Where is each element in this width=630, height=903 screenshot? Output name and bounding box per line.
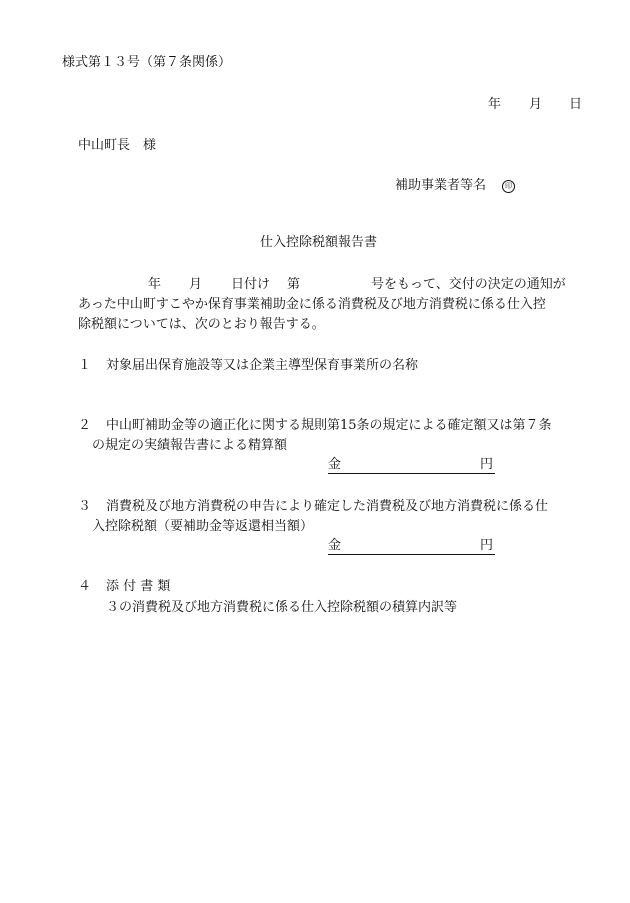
item-2-text-continued: の規定の実績報告書による精算額 bbox=[92, 438, 288, 453]
item-3-text: 消費税及び地方消費税の申告により確定した消費税及び地方消費税に係る仕 bbox=[106, 499, 549, 514]
seal-mark-icon: 印 bbox=[502, 180, 515, 193]
intro-month-label: 月 bbox=[189, 277, 203, 292]
item-3-amount-suffix: 円 bbox=[479, 538, 493, 553]
item-3-amount-prefix: 金 bbox=[328, 538, 342, 553]
applicant-line bbox=[395, 178, 515, 194]
item-4-attachment-description: ３の消費税及び地方消費税に係る仕入控除税額の積算内訳等 bbox=[106, 600, 458, 615]
item-2-number: ２ bbox=[78, 418, 92, 433]
item-2-text: 中山町補助金等の適正化に関する規則第15条の規定による確定額又は第７条 bbox=[106, 418, 552, 433]
date-year-label: 年 bbox=[488, 97, 502, 112]
item-3-amount-field bbox=[328, 538, 495, 555]
intro-line2: あった中山町すこやか保育事業補助金に係る消費税及び地方消費税に係る仕入控 bbox=[78, 297, 546, 312]
item-2-amount-prefix: 金 bbox=[328, 457, 342, 472]
item-3-text-continued: 入控除税額（要補助金等返還相当額） bbox=[92, 519, 314, 534]
intro-line3: 除税額については、次のとおり報告する。 bbox=[78, 317, 325, 332]
item-2-amount-suffix: 円 bbox=[479, 457, 493, 472]
item-3-number: ３ bbox=[78, 499, 92, 514]
item-4-text: 添 付 書 類 bbox=[106, 579, 171, 594]
item-1-text: 対象届出保育施設等又は企業主導型保育事業所の名称 bbox=[106, 358, 419, 373]
item-2-amount-field bbox=[328, 457, 495, 474]
intro-year-label: 年 bbox=[148, 277, 162, 292]
form-number: 様式第１３号（第７条関係） bbox=[62, 55, 232, 70]
date-day-label: 日 bbox=[569, 97, 583, 112]
addressee: 中山町長 様 bbox=[78, 138, 157, 153]
intro-dated-label: 日付け bbox=[231, 277, 271, 292]
intro-line1-rest: 号をもって、交付の決定の通知が bbox=[371, 277, 566, 292]
date-month-label: 月 bbox=[529, 97, 543, 112]
document-title: 仕入控除税額報告書 bbox=[260, 235, 378, 250]
item-1-number: １ bbox=[78, 358, 92, 373]
applicant-label: 補助事業者等名 bbox=[395, 178, 487, 193]
item-4-number: ４ bbox=[78, 579, 92, 594]
intro-number-prefix: 第 bbox=[287, 277, 301, 292]
